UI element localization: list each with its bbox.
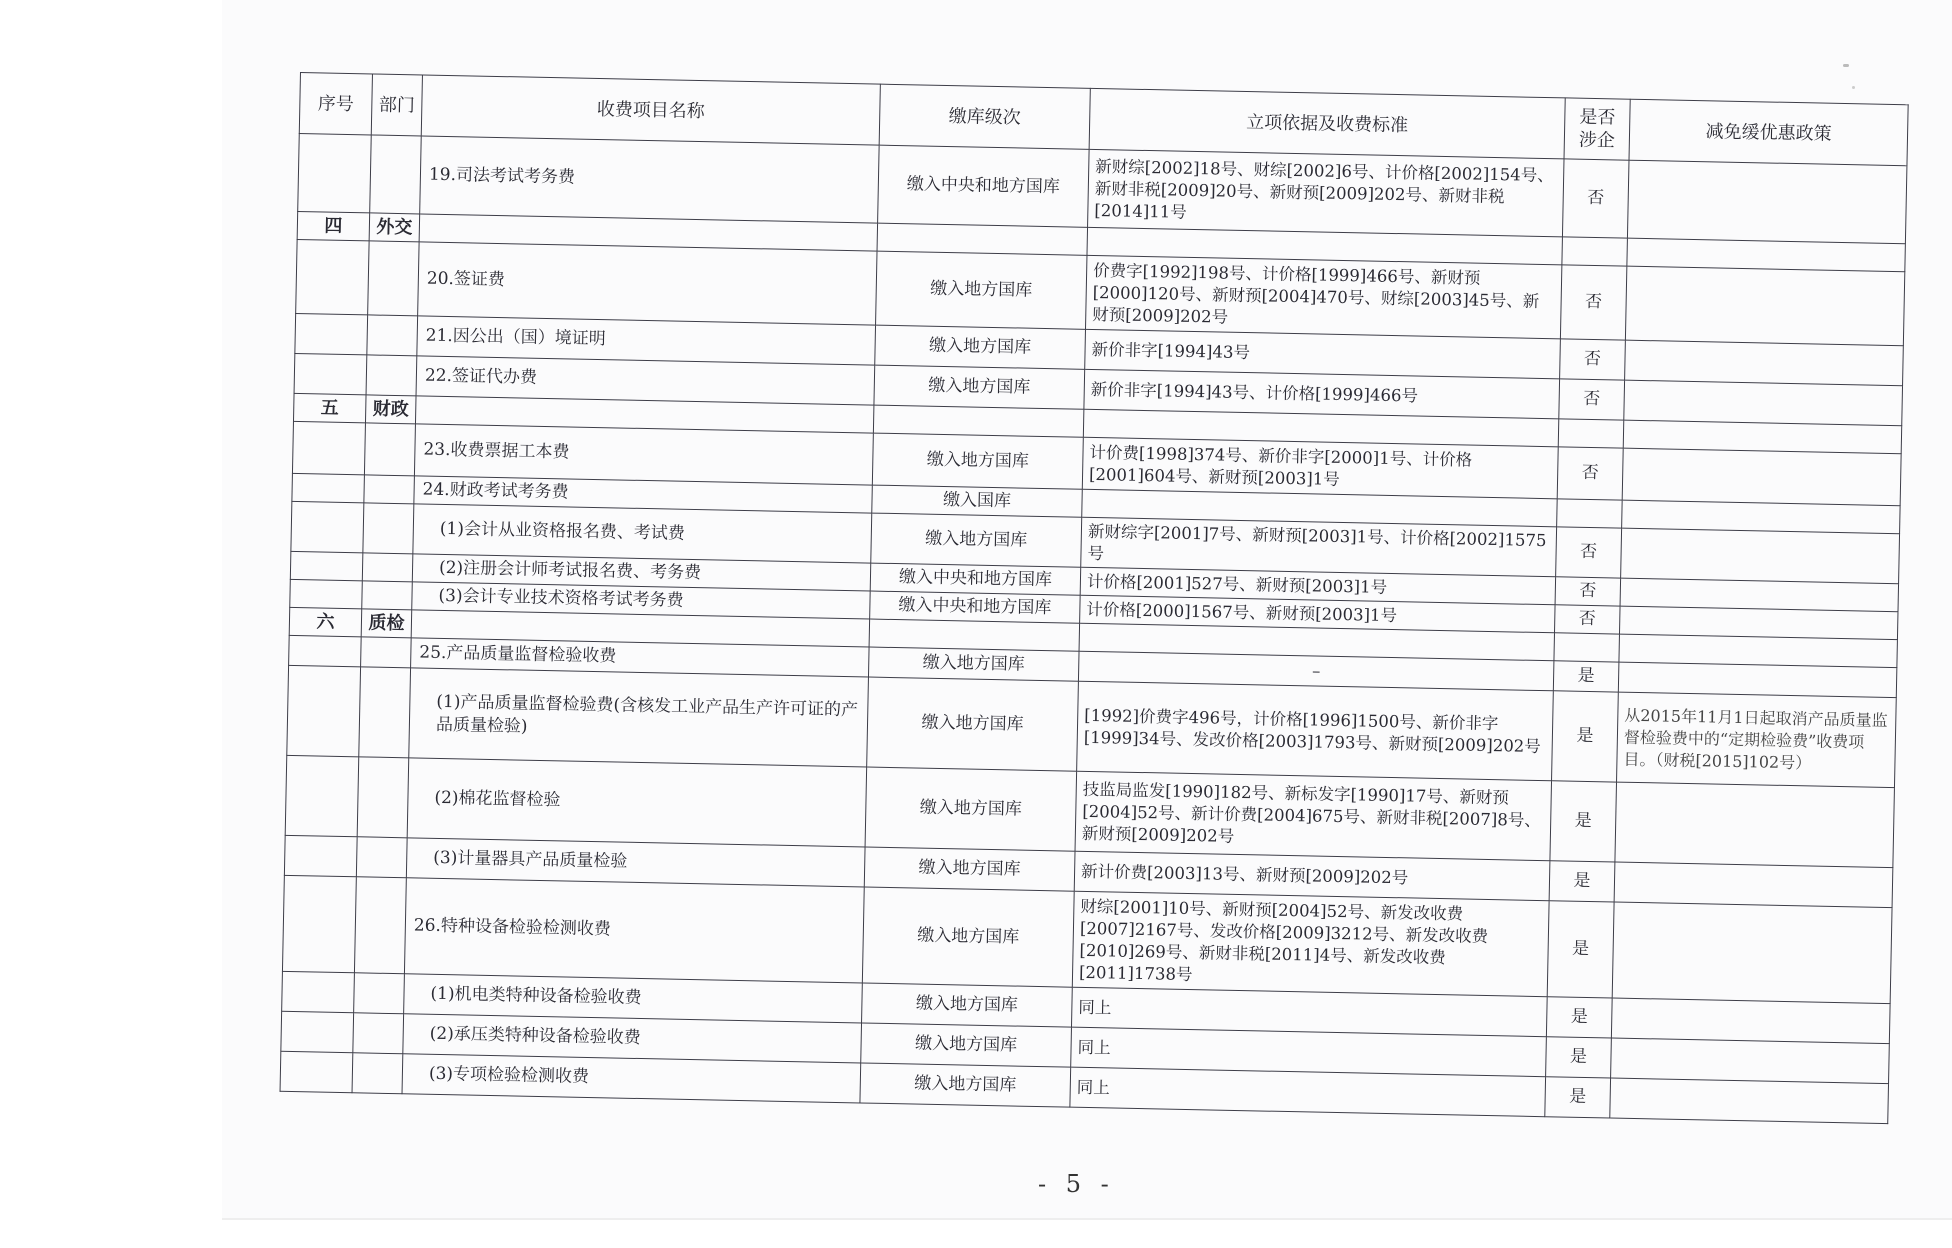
cell-basis: 价费字[1992]198号、计价格[1999]466号、新财预[2000]120号、新财预[2004]470号、财综[2003]45号、新财预[2009]202号 <box>1085 255 1561 339</box>
cell-dept <box>352 1053 403 1094</box>
cell-level <box>877 223 1088 255</box>
cell-policy <box>1622 448 1901 506</box>
cell-name: 20.签证费 <box>418 242 877 325</box>
cell-level: 缴入地方国库 <box>864 847 1075 891</box>
cell-name: (2)注册会计师考试报名费、考务费 <box>412 554 870 591</box>
cell-name: 26.特种设备检验检测收费 <box>404 878 864 983</box>
scan-speck <box>1852 86 1855 89</box>
cell-policy <box>1611 998 1890 1044</box>
cell-seq <box>294 353 367 394</box>
cell-policy <box>1627 160 1907 244</box>
cell-involve: 是 <box>1553 661 1619 692</box>
cell-involve: 是 <box>1547 901 1614 998</box>
cell-involve: 否 <box>1556 527 1622 578</box>
cell-dept <box>367 315 418 356</box>
cell-involve: 否 <box>1560 265 1626 340</box>
cell-level: 缴入地方国库 <box>865 767 1077 851</box>
cell-involve <box>1558 419 1624 448</box>
cell-level: 缴入地方国库 <box>867 677 1079 771</box>
col-header-name: 收费项目名称 <box>421 75 880 145</box>
cell-policy <box>1615 782 1895 868</box>
cell-involve: 是 <box>1546 1037 1612 1078</box>
cell-policy <box>1621 528 1900 584</box>
scan-speck <box>1843 64 1849 67</box>
page-number: - 5 - <box>1038 1170 1115 1198</box>
col-header-dept: 部门 <box>371 74 422 136</box>
cell-seq: 六 <box>289 607 362 636</box>
cell-name: 24.财政考试考务费 <box>414 476 872 513</box>
cell-level: 缴入中央和地方国库 <box>870 591 1081 623</box>
cell-name: (3)专项检验检测收费 <box>402 1054 861 1103</box>
col-header-seq: 序号 <box>299 73 372 135</box>
cell-level: 缴入地方国库 <box>861 1023 1072 1067</box>
cell-name: (3)会计专业技术资格考试考务费 <box>412 582 870 619</box>
cell-basis: 新财综[2002]18号、财综[2002]6号、计价格[2002]154号、新财非税[2009]20号、新财预[2009]202号、新财非税[2014]11号 <box>1088 149 1564 237</box>
cell-involve <box>1554 633 1620 662</box>
cell-level: 缴入中央和地方国库 <box>870 563 1081 595</box>
cell-dept <box>359 667 411 758</box>
cell-seq <box>284 835 357 876</box>
cell-involve: 是 <box>1550 781 1617 862</box>
cell-dept <box>354 877 406 974</box>
cell-involve: 否 <box>1557 447 1623 500</box>
cell-level: 缴入地方国库 <box>876 251 1087 329</box>
cell-level: 缴入地方国库 <box>871 513 1082 567</box>
fee-table-sheet <box>280 72 1909 1124</box>
cell-seq <box>290 579 363 608</box>
cell-dept <box>364 423 415 476</box>
cell-level: 缴入地方国库 <box>862 887 1074 987</box>
cell-seq: 五 <box>293 393 366 422</box>
cell-involve: 否 <box>1555 577 1621 606</box>
cell-level <box>869 619 1080 651</box>
cell-policy <box>1625 340 1904 386</box>
cell-basis: [1992]价费字496号，计价格[1996]1500号、新价非字[1999]34号、发改价格[2003]1793号、新财预[2009]202号 <box>1077 681 1554 781</box>
cell-seq <box>295 313 368 354</box>
cell-basis: 新价非字[1994]43号 <box>1085 329 1561 379</box>
col-header-policy: 减免缓优惠政策 <box>1629 99 1908 166</box>
cell-name: 21.因公出（国）境证明 <box>417 316 876 365</box>
cell-level: 缴入中央和地方国库 <box>878 145 1090 227</box>
cell-level: 缴入地方国库 <box>868 647 1079 681</box>
cell-basis: 新价非字[1994]43号、计价格[1999]466号 <box>1084 369 1560 419</box>
cell-dept <box>364 475 415 504</box>
cell-dept <box>366 355 417 396</box>
cell-seq <box>282 971 355 1012</box>
cell-involve: 否 <box>1554 605 1620 634</box>
cell-name: (2)棉花监督检验 <box>407 758 867 847</box>
cell-seq <box>287 665 361 756</box>
cell-basis: 同上 <box>1071 987 1547 1037</box>
cell-seq <box>290 551 363 580</box>
cell-name: (2)承压类特种设备检验收费 <box>403 1014 862 1063</box>
cell-seq: 四 <box>297 211 370 240</box>
cell-involve: 是 <box>1552 691 1619 782</box>
cell-dept: 外交 <box>369 213 420 242</box>
cell-seq <box>289 635 362 666</box>
cell-name: (1)产品质量监督检验费(含核发工业产品生产许可证的产品质量检验) <box>409 668 869 767</box>
cell-involve: 否 <box>1559 379 1625 420</box>
cell-basis: 计价格[2001]527号、新财预[2003]1号 <box>1080 567 1555 605</box>
cell-involve: 否 <box>1562 159 1629 238</box>
cell-dept <box>370 135 422 214</box>
cell-seq <box>298 133 372 212</box>
cell-basis: 计价格[2000]1567号、新财预[2003]1号 <box>1080 595 1555 633</box>
cell-level: 缴入国库 <box>872 485 1083 517</box>
cell-policy <box>1625 266 1904 346</box>
cell-name: 22.签证代办费 <box>416 356 875 405</box>
cell-name: (3)计量器具产品质量检验 <box>406 838 865 887</box>
cell-basis: 财综[2001]10号、新财预[2004]52号、新发改收费[2007]2167号、发改价格[2009]3212号、新发改收费[2010]269号、新财非税[2011]4号、新发改收费[2011]1738号 <box>1072 891 1549 997</box>
cell-involve <box>1562 237 1628 266</box>
cell-seq <box>291 501 364 552</box>
cell-basis: 同上 <box>1071 1027 1547 1077</box>
cell-level: 缴入地方国库 <box>872 433 1083 489</box>
cell-policy <box>1624 380 1903 426</box>
cell-level: 缴入地方国库 <box>860 1063 1071 1107</box>
cell-seq <box>292 473 365 502</box>
cell-involve: 是 <box>1546 997 1612 1038</box>
cell-basis: 计价费[1998]374号、新价非字[2000]1号、计价格[2001]604号、新财预[2003]1号 <box>1082 437 1558 499</box>
col-header-level: 缴库级次 <box>879 84 1090 149</box>
cell-dept <box>354 973 405 1014</box>
cell-dept <box>362 581 413 610</box>
cell-policy <box>1610 1078 1889 1124</box>
cell-dept <box>368 241 419 316</box>
cell-seq <box>282 875 356 972</box>
cell-name: 23.收费票据工本费 <box>414 424 873 485</box>
cell-dept: 财政 <box>365 395 416 424</box>
cell-name: (1)会计从业资格报名费、考试费 <box>413 504 872 563</box>
cell-seq <box>296 239 369 314</box>
cell-level <box>873 405 1084 437</box>
cell-dept <box>363 503 414 554</box>
cell-seq <box>292 421 365 474</box>
cell-involve: 否 <box>1560 339 1626 380</box>
cell-dept <box>353 1013 404 1054</box>
cell-dept <box>356 837 407 878</box>
cell-involve: 是 <box>1549 861 1615 902</box>
cell-basis: 新财综字[2001]7号、新财预[2003]1号、计价格[2002]1575号 <box>1081 517 1557 577</box>
fee-table <box>280 72 1909 1124</box>
cell-level: 缴入地方国库 <box>874 365 1085 409</box>
cell-involve: 是 <box>1545 1077 1611 1118</box>
cell-involve <box>1557 499 1623 528</box>
cell-dept: 质检 <box>361 609 412 638</box>
cell-dept <box>357 757 409 838</box>
cell-name: 25.产品质量监督检验收费 <box>411 638 870 677</box>
cell-level: 缴入地方国库 <box>875 325 1086 369</box>
cell-basis: 新计价费[2003]13号、新财预[2009]202号 <box>1074 851 1550 901</box>
cell-name: (1)机电类特种设备检验收费 <box>404 974 863 1023</box>
cell-basis: 技监局监发[1990]182号、新标发字[1990]17号、新财预[2004]52号、新计价费[2004]675号、新财非税[2007]8号、新财预[2009]202号 <box>1075 771 1552 861</box>
cell-policy: 从2015年11月1日起取消产品质量监督检验费中的“定期检验费”收费项目。（财税[2015]102号） <box>1617 692 1897 788</box>
cell-policy <box>1612 902 1892 1004</box>
col-header-involve: 是否涉企 <box>1564 98 1630 160</box>
cell-dept <box>361 637 412 668</box>
cell-policy <box>1614 862 1893 908</box>
cell-level: 缴入地方国库 <box>862 983 1073 1027</box>
cell-basis: 同上 <box>1070 1067 1546 1117</box>
cell-policy <box>1611 1038 1890 1084</box>
cell-seq <box>280 1051 353 1092</box>
cell-basis: – <box>1078 651 1554 691</box>
cell-name: 19.司法考试考务费 <box>420 136 879 223</box>
cell-seq <box>285 755 359 836</box>
cell-dept <box>362 553 413 582</box>
col-header-basis: 立项依据及收费标准 <box>1089 88 1565 159</box>
cell-seq <box>281 1011 354 1052</box>
